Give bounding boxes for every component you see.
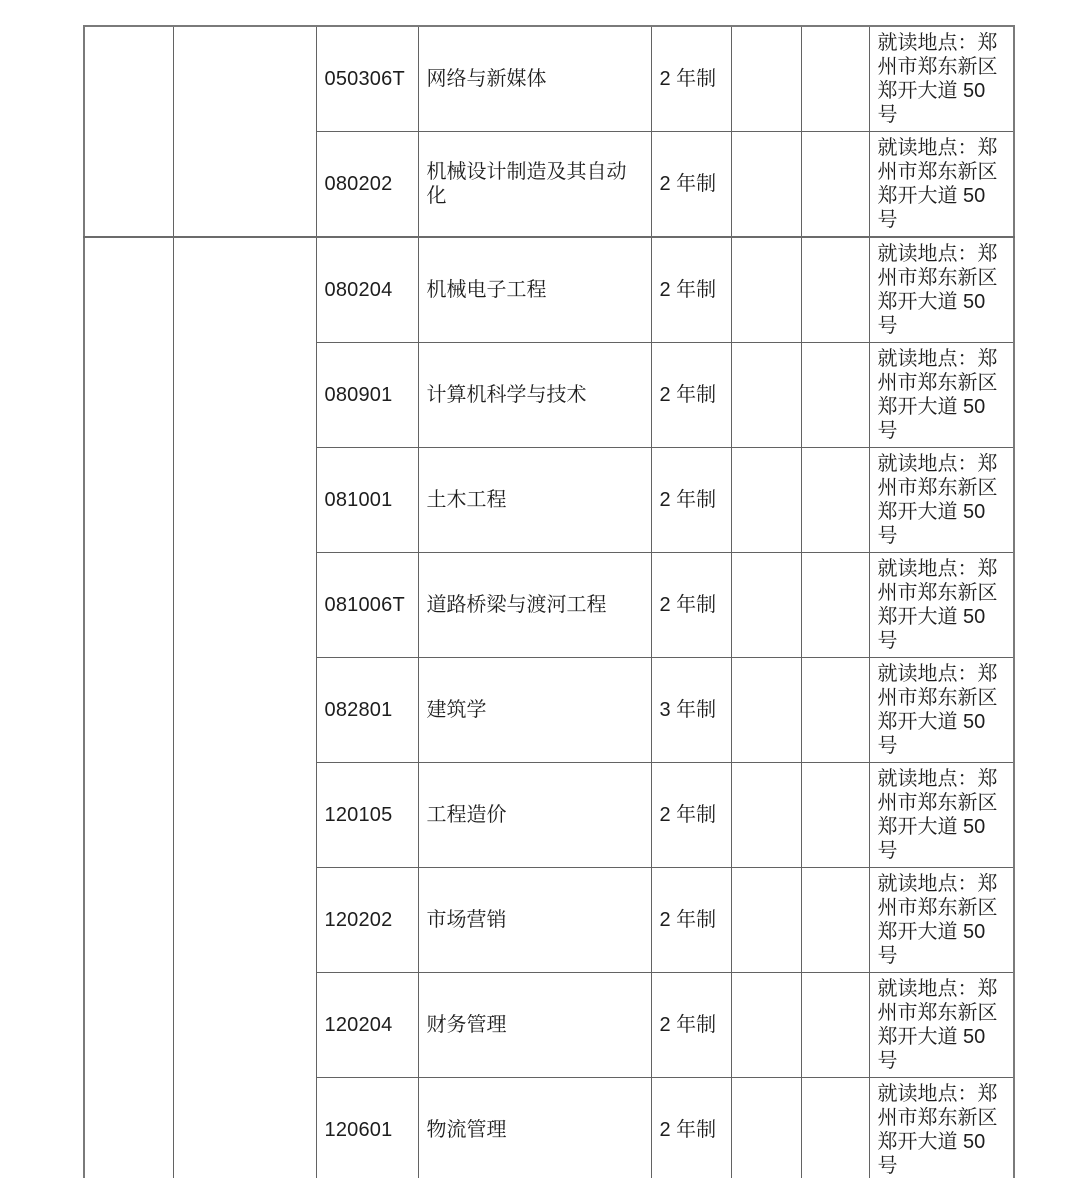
major-name: 机械电子工程 [418, 237, 651, 343]
empty-cell [801, 237, 869, 343]
major-name: 工程造价 [418, 763, 651, 868]
major-name: 物流管理 [418, 1078, 651, 1178]
empty-cell [731, 1078, 801, 1178]
empty-cell [731, 26, 801, 132]
major-code: 120202 [316, 868, 418, 973]
empty-cell [731, 868, 801, 973]
empty-cell [731, 343, 801, 448]
merged-empty-cell-1 [84, 237, 173, 1178]
duration: 2 年制 [651, 26, 731, 132]
empty-cell [801, 973, 869, 1078]
empty-cell [731, 763, 801, 868]
empty-cell [731, 553, 801, 658]
major-code: 080901 [316, 343, 418, 448]
empty-cell [801, 132, 869, 238]
empty-cell [801, 553, 869, 658]
empty-cell [731, 658, 801, 763]
major-name: 道路桥梁与渡河工程 [418, 553, 651, 658]
empty-cell [801, 763, 869, 868]
duration: 2 年制 [651, 868, 731, 973]
merged-empty-cell-1 [84, 26, 173, 237]
major-name: 网络与新媒体 [418, 26, 651, 132]
major-name: 财务管理 [418, 973, 651, 1078]
major-name: 土木工程 [418, 448, 651, 553]
duration: 2 年制 [651, 132, 731, 238]
major-code: 082801 [316, 658, 418, 763]
major-code: 080202 [316, 132, 418, 238]
table-row [84, 26, 1014, 132]
duration: 2 年制 [651, 763, 731, 868]
major-code: 080204 [316, 237, 418, 343]
study-location: 就读地点：郑州市郑东新区郑开大道 50 号 [869, 1078, 1014, 1178]
major-name: 建筑学 [418, 658, 651, 763]
study-location: 就读地点：郑州市郑东新区郑开大道 50 号 [869, 763, 1014, 868]
empty-cell [731, 973, 801, 1078]
study-location: 就读地点：郑州市郑东新区郑开大道 50 号 [869, 26, 1014, 132]
merged-empty-cell-2 [173, 26, 316, 237]
empty-cell [801, 658, 869, 763]
major-code: 120601 [316, 1078, 418, 1178]
duration: 2 年制 [651, 343, 731, 448]
study-location: 就读地点：郑州市郑东新区郑开大道 50 号 [869, 132, 1014, 238]
empty-cell [801, 1078, 869, 1178]
major-code: 081006T [316, 553, 418, 658]
study-location: 就读地点：郑州市郑东新区郑开大道 50 号 [869, 658, 1014, 763]
table-row [84, 237, 1014, 343]
major-name: 市场营销 [418, 868, 651, 973]
duration: 2 年制 [651, 237, 731, 343]
study-location: 就读地点：郑州市郑东新区郑开大道 50 号 [869, 237, 1014, 343]
empty-cell [801, 343, 869, 448]
duration: 2 年制 [651, 553, 731, 658]
empty-cell [731, 448, 801, 553]
empty-cell [801, 448, 869, 553]
major-name: 机械设计制造及其自动化 [418, 132, 651, 238]
duration: 2 年制 [651, 448, 731, 553]
empty-cell [801, 26, 869, 132]
duration: 2 年制 [651, 973, 731, 1078]
study-location: 就读地点：郑州市郑东新区郑开大道 50 号 [869, 343, 1014, 448]
empty-cell [731, 237, 801, 343]
major-code: 050306T [316, 26, 418, 132]
major-name: 计算机科学与技术 [418, 343, 651, 448]
study-location: 就读地点：郑州市郑东新区郑开大道 50 号 [869, 553, 1014, 658]
merged-empty-cell-2 [173, 237, 316, 1178]
major-code: 120105 [316, 763, 418, 868]
empty-cell [731, 132, 801, 238]
study-location: 就读地点：郑州市郑东新区郑开大道 50 号 [869, 448, 1014, 553]
duration: 2 年制 [651, 1078, 731, 1178]
majors-table [83, 25, 1015, 1178]
duration: 3 年制 [651, 658, 731, 763]
study-location: 就读地点：郑州市郑东新区郑开大道 50 号 [869, 973, 1014, 1078]
empty-cell [801, 868, 869, 973]
major-code: 081001 [316, 448, 418, 553]
study-location: 就读地点：郑州市郑东新区郑开大道 50 号 [869, 868, 1014, 973]
major-code: 120204 [316, 973, 418, 1078]
